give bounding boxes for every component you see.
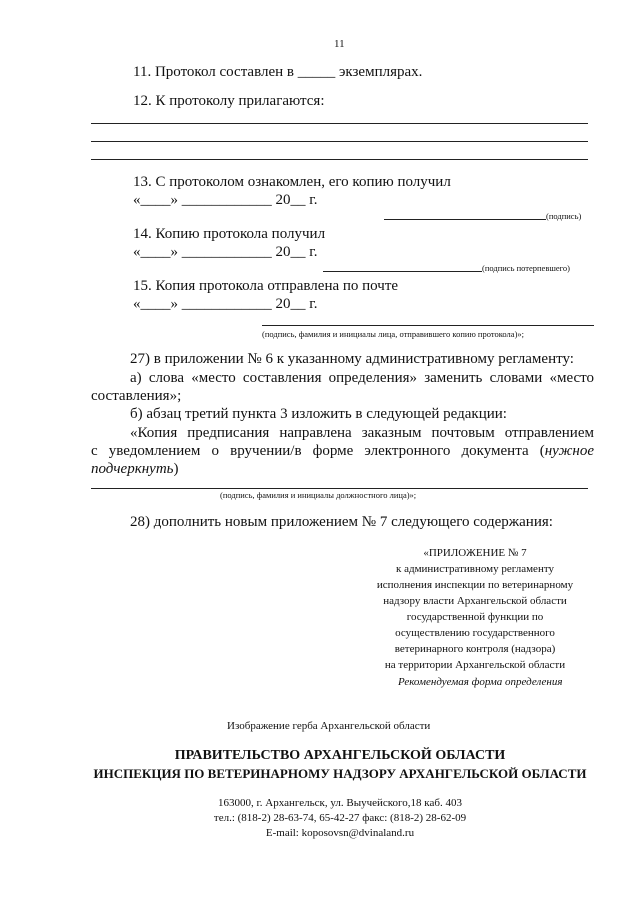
- protocol-item-15: 15. Копия протокола отправлена по почте: [133, 278, 399, 294]
- phone-line: тел.: (818-2) 28-63-74, 65-42-27 факс: (818-2) 28-62-09: [213, 812, 467, 824]
- paragraph-27: 27) в приложении № 6 к указанному административному регламенту:: [130, 351, 574, 367]
- signature-line-15: [262, 325, 594, 326]
- page-number: 11: [334, 38, 345, 50]
- signature-caption-15: (подпись, фамилия и инициалы лица, отправившего копию протокола)»;: [262, 329, 525, 339]
- appendix-line: надзору власти Архангельской области: [383, 595, 567, 607]
- protocol-item-12: 12. К протоколу прилагаются:: [133, 93, 325, 109]
- government-title: ПРАВИТЕЛЬСТВО АРХАНГЕЛЬСКОЙ ОБЛАСТИ: [174, 748, 506, 763]
- email-line: E-mail: koposovsn@dvinaland.ru: [265, 827, 415, 839]
- address-line: 163000, г. Архангельск, ул. Выучейского,18 каб. 403: [218, 797, 462, 809]
- attachment-line-2: [91, 141, 588, 142]
- coat-of-arms-placeholder: Изображение герба Архангельской области: [227, 720, 431, 732]
- signature-line-13: [384, 219, 546, 220]
- official-signature-line: [91, 488, 588, 489]
- date-line-15: «____» ____________ 20__ г.: [133, 296, 318, 312]
- appendix-line: на территории Архангельской области: [384, 659, 566, 671]
- date-line-13: «____» ____________ 20__ г.: [133, 192, 318, 208]
- official-signature-caption: (подпись, фамилия и инициалы должностного лица)»;: [220, 490, 417, 500]
- quote-line-1: «Копия предписания направлена заказным почтовым отправлением: [130, 425, 594, 441]
- paragraph-27a-line2: составления»;: [91, 388, 182, 404]
- protocol-item-11: 11. Протокол составлен в _____ экземплярах.: [133, 64, 423, 80]
- signature-caption-14: (подпись потерпевшего): [482, 263, 571, 273]
- date-line-14: «____» ____________ 20__ г.: [133, 244, 318, 260]
- attachment-line-3: [91, 159, 588, 160]
- attachment-line-1: [91, 123, 588, 124]
- appendix-line: исполнения инспекции по ветеринарному: [376, 579, 574, 591]
- signature-caption-13: (подпись): [546, 211, 582, 221]
- quote-line-3: подчеркнуть): [91, 461, 179, 477]
- appendix-line: ветеринарного контроля (надзора): [394, 643, 556, 655]
- inspection-title: ИНСПЕКЦИЯ ПО ВЕТЕРИНАРНОМУ НАДЗОРУ АРХАНГЕЛЬСКОЙ ОБЛАСТИ: [93, 766, 587, 781]
- signature-line-14: [323, 271, 482, 272]
- paragraph-28: 28) дополнить новым приложением № 7 следующего содержания:: [130, 514, 553, 530]
- appendix-line: к административному регламенту: [396, 563, 554, 575]
- appendix-title: «ПРИЛОЖЕНИЕ № 7: [423, 547, 527, 559]
- protocol-item-13: 13. С протоколом ознакомлен, его копию получил: [133, 174, 451, 190]
- paragraph-27b: б) абзац третий пункта 3 изложить в следующей редакции:: [130, 406, 507, 422]
- protocol-item-14: 14. Копию протокола получил: [133, 226, 326, 242]
- appendix-block: [350, 545, 600, 673]
- paragraph-27a-line1: а) слова «место составления определения» заменить словами «место: [130, 370, 594, 386]
- recommended-form-label: Рекомендуемая форма определения: [398, 676, 563, 688]
- appendix-line: государственной функции по: [406, 611, 544, 623]
- quote-line-2: с уведомлением о вручении/в форме электронного документа (нужное: [91, 443, 594, 459]
- appendix-line: осуществлению государственного: [395, 627, 555, 639]
